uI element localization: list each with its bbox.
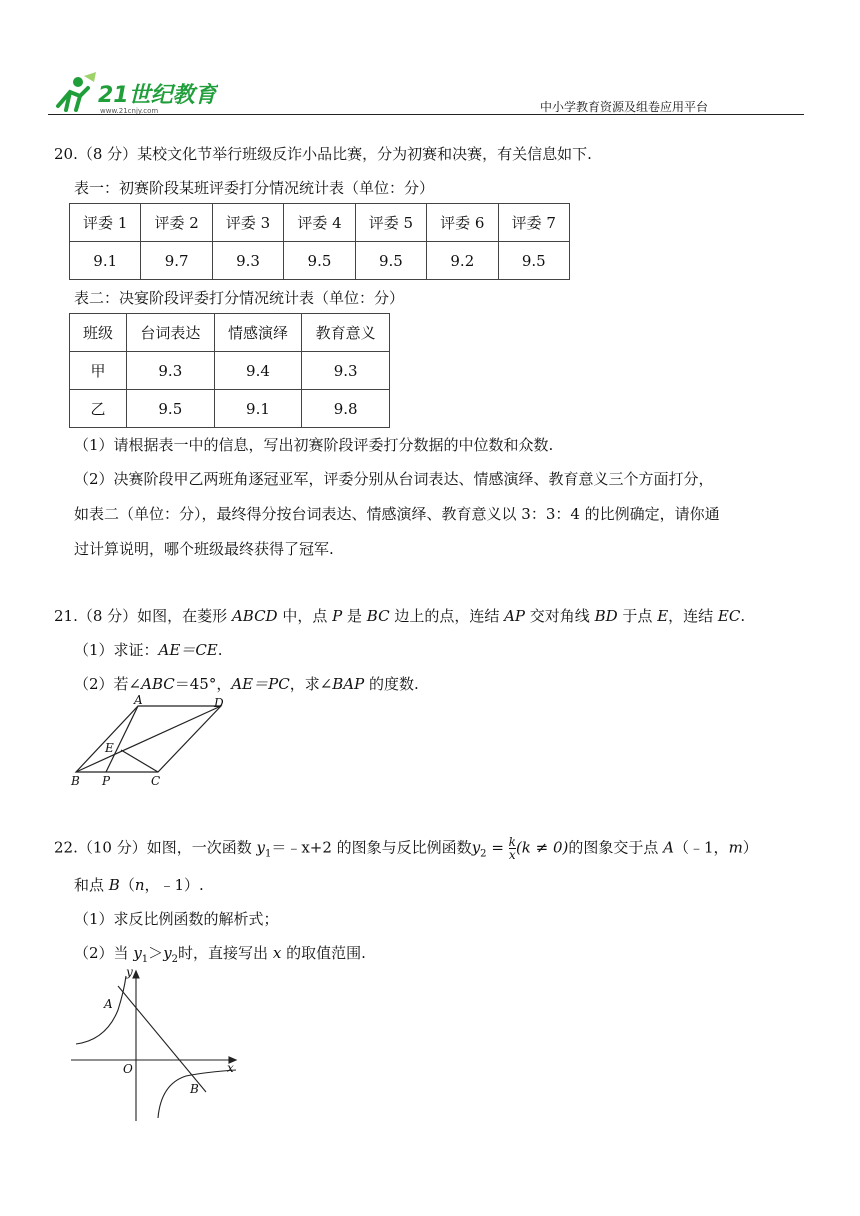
q22-part2: （2）当 $y_1>y_2$时，直接写出 x 的取值范围.: [74, 944, 366, 965]
math: AE＝PC: [231, 675, 290, 693]
label-p: P: [102, 774, 111, 788]
segment-ec: [121, 750, 158, 772]
table1-cell: 9.5: [355, 242, 426, 280]
math: AP: [504, 607, 526, 625]
label-a: A: [134, 694, 143, 707]
label-o: O: [123, 1062, 133, 1076]
logo-text: 21世纪教育: [98, 83, 217, 108]
table2-header: 情感演绎: [214, 314, 302, 352]
linear-function-line: [118, 986, 206, 1092]
text: .: [217, 641, 223, 659]
text: 21.（8 分）如图，在菱形: [54, 607, 232, 625]
text: 时，直接写出: [178, 944, 273, 962]
table2-cell: 9.3: [127, 352, 215, 390]
diagonal-bd: [76, 706, 221, 772]
table1-cell: 9.5: [498, 242, 569, 280]
table2-cell: 乙: [70, 390, 127, 428]
math: x: [272, 944, 282, 962]
q22-line2: 和点 B（n，﹣1）.: [74, 876, 204, 894]
rhombus-figure: [66, 694, 236, 794]
table2-cell: 9.3: [302, 352, 390, 390]
table1-header: 评委 3: [212, 204, 283, 242]
q21-part1: [74, 639, 223, 660]
q20-part1: （1）请根据表一中的信息，写出初赛阶段评委打分数据的中位数和众数.: [74, 436, 554, 454]
table1-header: 评委 5: [355, 204, 426, 242]
text: 的度数.: [364, 675, 419, 693]
text: （2）若∠: [74, 675, 142, 693]
table2-cell: 甲: [70, 352, 127, 390]
text: （﹣1，: [674, 838, 729, 857]
q21-stem: [54, 605, 745, 626]
text: ）: [742, 838, 758, 857]
table2-cell: 9.5: [127, 390, 215, 428]
text: ，连结: [668, 607, 718, 625]
runner-icon: [58, 72, 96, 110]
q20-table2-caption: 表二：决宴阶段评委打分情况统计表（单位：分）: [74, 289, 405, 307]
math: ABC: [141, 675, 175, 693]
text: （: [119, 876, 135, 894]
math: (k ≠ 0): [515, 838, 569, 857]
table1-header: 评委 2: [141, 204, 212, 242]
fraction-denominator: x: [508, 848, 516, 862]
logo: [48, 70, 218, 116]
q20-table2: [69, 313, 390, 428]
text: 的取值范围.: [281, 944, 366, 962]
text: 和点: [74, 876, 109, 894]
math: EC: [717, 607, 741, 625]
table2-header: 教育意义: [302, 314, 390, 352]
y-axis-arrow: [133, 971, 139, 978]
text: .: [740, 607, 746, 625]
text: 于点: [617, 607, 658, 625]
math: AE＝CE: [158, 641, 218, 659]
label-a: A: [104, 997, 113, 1011]
q21-part2: [74, 673, 419, 694]
table2-cell: 9.1: [214, 390, 302, 428]
math: n: [134, 876, 145, 894]
segment-ap: [106, 706, 138, 772]
table1-cell: 9.3: [212, 242, 283, 280]
table2-cell: 9.4: [214, 352, 302, 390]
label-y: y: [126, 966, 133, 979]
platform-name: 中小学教育资源及组卷应用平台: [540, 100, 709, 114]
math: P: [332, 607, 343, 625]
table2-header: 台词表达: [127, 314, 215, 352]
text: 中，点: [277, 607, 333, 625]
text: 交对角线: [525, 607, 595, 625]
table1-cell: 9.5: [284, 242, 355, 280]
label-d: D: [214, 696, 224, 710]
q20-table1-caption: 表一：初赛阶段某班评委打分情况统计表（单位：分）: [74, 179, 435, 197]
label-e: E: [105, 741, 114, 755]
text: （2）当: [74, 944, 134, 962]
table1-header: 评委 6: [427, 204, 498, 242]
q20-table1: [69, 203, 570, 280]
math: BD: [594, 607, 618, 625]
function-graph-figure: [66, 966, 241, 1126]
table1-cell: 9.7: [141, 242, 212, 280]
text: 边上的点，连结: [389, 607, 505, 625]
math: E: [657, 607, 669, 625]
table1-cell: 9.1: [70, 242, 141, 280]
math: ABCD: [231, 607, 278, 625]
table2-cell: 9.8: [302, 390, 390, 428]
text: ，求∠: [289, 675, 333, 693]
text: ＝﹣x+2 的图象与反比例函数: [271, 838, 472, 857]
q20-stem: 20.（8 分）某校文化节举行班级反诈小品比赛，分为初赛和决赛，有关信息如下.: [54, 145, 592, 163]
q20-part2-line1: （2）决赛阶段甲乙两班角逐冠亚军，评委分别从台词表达、情感演绎、教育意义三个方面打分，: [74, 470, 714, 488]
math: BAP: [332, 675, 365, 693]
text: ，﹣1）.: [144, 876, 204, 894]
table2-header: 班级: [70, 314, 127, 352]
text: （1）求证：: [74, 641, 159, 659]
table1-header: 评委 4: [284, 204, 355, 242]
text: 的图象交于点: [568, 838, 664, 857]
text: ＝45°，: [174, 675, 232, 693]
text: 22.（10 分）如图，一次函数: [54, 838, 257, 857]
text: 是: [342, 607, 367, 625]
math: m: [728, 838, 743, 857]
label-x: x: [227, 1061, 234, 1075]
label-b: B: [71, 774, 80, 788]
math: y: [256, 838, 265, 857]
table1-header: 评委 7: [498, 204, 569, 242]
header-rule: [48, 114, 804, 115]
logo-url: www.21cnjy.com: [100, 107, 159, 115]
q20-part2-line2: 如表二（单位：分），最终得分按台词表达、情感演绎、教育意义以 3：3：4 的比例确定，请你通: [74, 505, 720, 523]
fraction: [509, 836, 516, 861]
math: BC: [366, 607, 390, 625]
q22-part1: （1）求反比例函数的解析式；: [74, 910, 279, 928]
label-b: B: [190, 1082, 199, 1096]
table1-header: 评委 1: [70, 204, 141, 242]
fraction-numerator: k: [508, 835, 516, 849]
q22-stem: 22.（10 分）如图，一次函数 $y_1=﹣x+2$ 的图象与反比例函数$y_2$ = $\frac{k}{x}$ (k ≠ 0)的图象交于点 A（﹣1，m）: [54, 835, 758, 862]
table1-cell: 9.2: [427, 242, 498, 280]
q20-part2-line3: 过计算说明，哪个班级最终获得了冠军.: [74, 540, 334, 558]
label-c: C: [151, 774, 161, 788]
